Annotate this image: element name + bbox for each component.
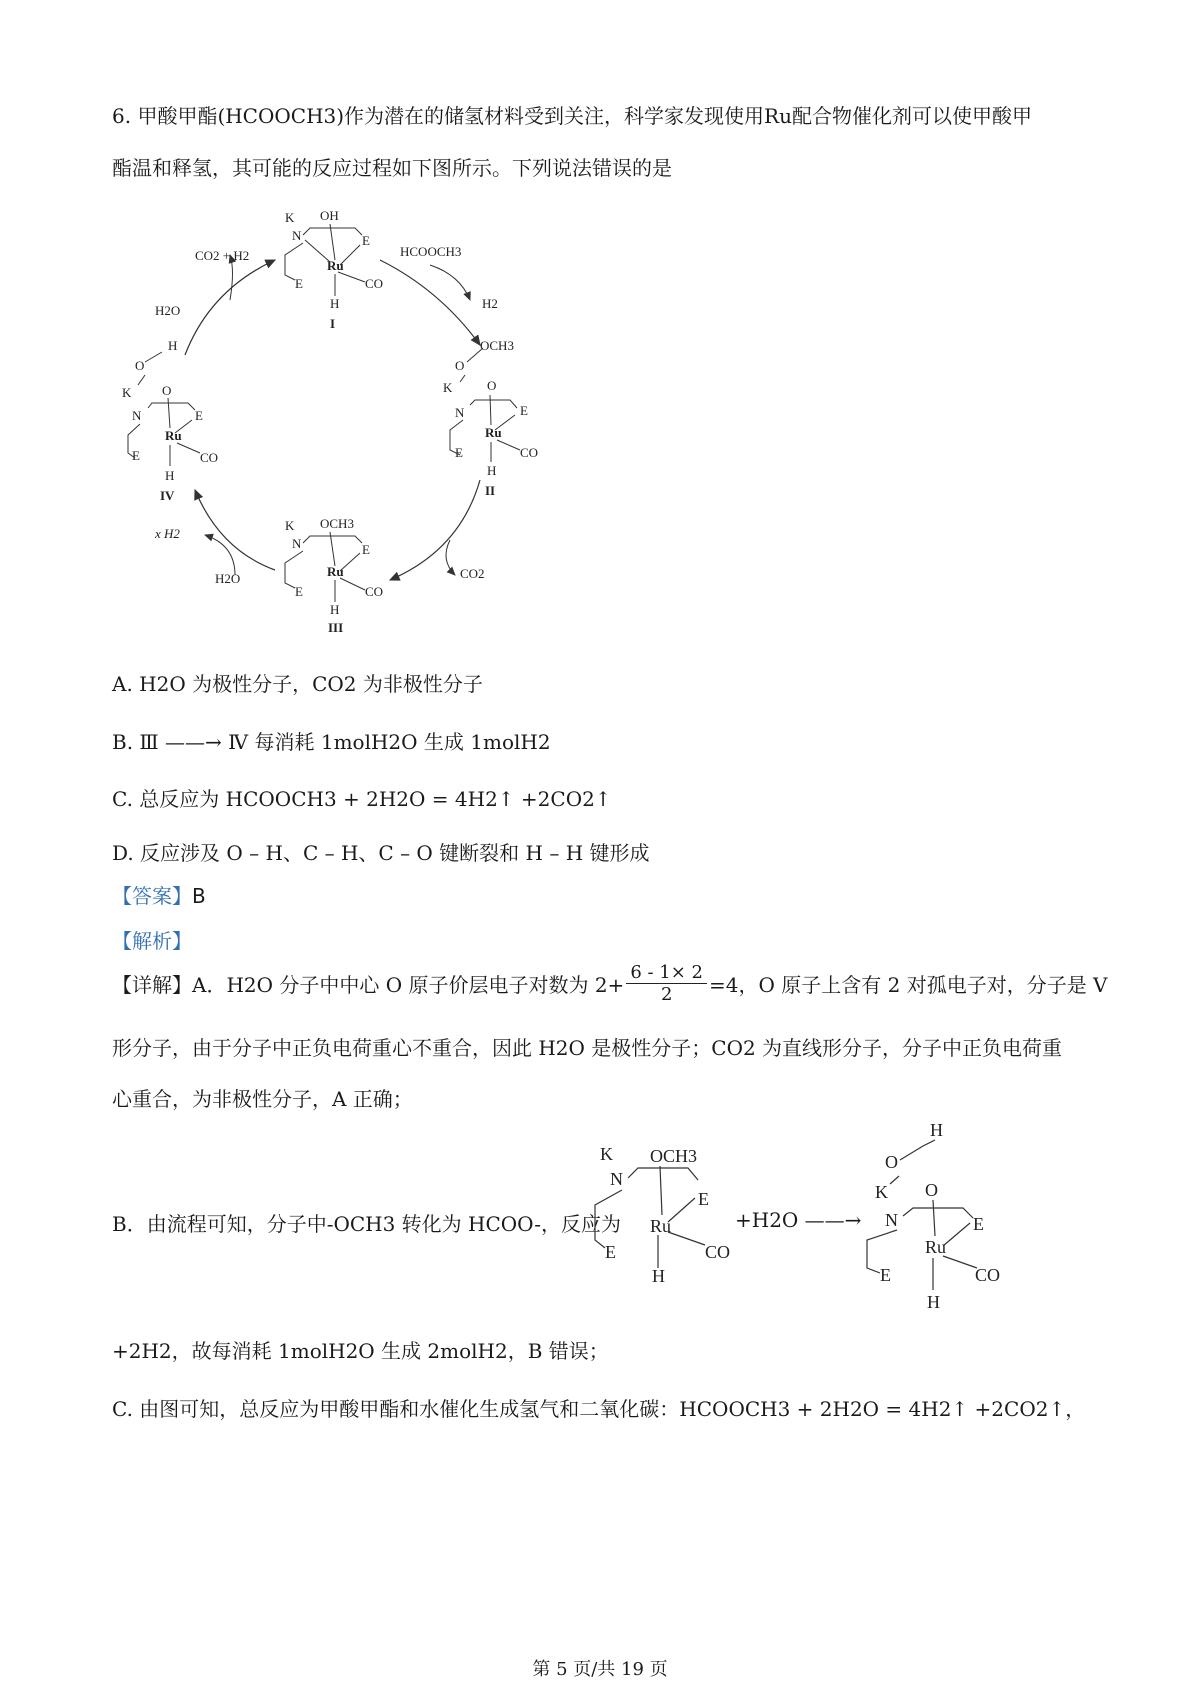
detail-b-plus-h2o: +H2O ——→	[735, 1208, 862, 1232]
option-c: C. 总反应为 HCOOCH3 + 2H2O = 4H2↑ +2CO2↑	[112, 787, 612, 811]
atom-ru: Ru	[165, 428, 182, 443]
atom-h: H	[330, 602, 340, 617]
label-I: I	[330, 316, 336, 331]
b-product-structure	[855, 1118, 1015, 1313]
side-arrow-bottom-right	[446, 540, 455, 575]
complex-III	[285, 516, 383, 635]
ligand-och3: OCH3	[320, 516, 354, 531]
ligand-co: CO	[200, 450, 219, 465]
atom-ru: Ru	[485, 425, 502, 440]
product-co2-right: CO2	[460, 566, 485, 581]
atom-e2: E	[880, 1265, 891, 1285]
answer-value: B	[192, 884, 206, 908]
detail-p1-suffix: =4，O 原子上含有 2 对孤电子对，分子是 V	[709, 973, 1108, 997]
atom-e2: E	[605, 1242, 616, 1262]
atom-o1: O	[135, 358, 145, 373]
answer-line	[112, 880, 206, 909]
arrow-IV-to-I	[185, 260, 275, 355]
reagent-h2o-bottom: H2O	[215, 571, 241, 586]
atom-h: H	[927, 1292, 940, 1312]
arrow-II-to-III	[390, 480, 480, 580]
complex-I	[285, 208, 383, 331]
detail-line-3: 心重合，为非极性分子，A 正确；	[112, 1087, 413, 1111]
atom-o2: O	[925, 1180, 938, 1200]
atom-o1: O	[885, 1152, 898, 1172]
label-III: III	[328, 620, 344, 635]
atom-k: K	[285, 518, 295, 533]
option-a: A. H2O 为极性分子，CO2 为非极性分子	[112, 672, 483, 696]
reagent-hcooch3: HCOOCH3	[400, 244, 462, 259]
fraction-denominator: 2	[660, 984, 673, 1005]
ligand-och3: OCH3	[650, 1146, 698, 1166]
atom-e2: E	[132, 448, 140, 463]
arrow-I-to-II	[380, 260, 480, 345]
complex-IV	[122, 338, 218, 503]
atom-n: N	[885, 1210, 898, 1230]
fraction-numerator: 6 - 1× 2	[626, 962, 707, 984]
detail-line-2: 形分子，由于分子中正负电荷重心不重合，因此 H2O 是极性分子；CO2 为直线形分子，分子中正负电荷重	[112, 1036, 1063, 1060]
arrow-III-to-IV	[195, 490, 275, 570]
catalytic-cycle-diagram	[110, 200, 570, 640]
atom-n: N	[455, 405, 465, 420]
atom-o2: O	[487, 378, 497, 393]
atom-ru: Ru	[327, 258, 344, 273]
option-b: B. Ⅲ ——→ Ⅳ 每消耗 1molH2O 生成 1molH2	[112, 730, 551, 754]
atom-e1: E	[698, 1189, 709, 1209]
ligand-och3: OCH3	[480, 338, 514, 353]
label-IV: IV	[160, 488, 175, 503]
answer-tag: 【答案】	[112, 884, 192, 908]
atom-h: H	[652, 1266, 665, 1286]
atom-n: N	[132, 408, 142, 423]
ligand-co: CO	[365, 584, 384, 599]
atom-ru: Ru	[327, 564, 344, 579]
atom-e2: E	[295, 276, 303, 291]
reagent-h2o-top: H2O	[155, 303, 181, 318]
atom-h: H	[165, 468, 175, 483]
atom-h-top: H	[930, 1120, 943, 1140]
atom-k: K	[122, 385, 132, 400]
detail-c-text: C. 由图可知，总反应为甲酸甲酯和水催化生成氢气和二氧化碳：HCOOCH3 + 2H2O = 4H2↑ +2CO2↑，	[112, 1397, 1086, 1421]
atom-n: N	[292, 228, 302, 243]
atom-k: K	[285, 210, 295, 225]
atom-h: H	[487, 463, 497, 478]
atom-k: K	[875, 1182, 888, 1202]
atom-ru: Ru	[925, 1237, 947, 1257]
side-arrow-top-right	[430, 265, 470, 300]
atom-n: N	[610, 1169, 623, 1189]
atom-o2: O	[162, 383, 172, 398]
page-footer: 第 5 页/共 19 页	[532, 1659, 668, 1680]
question-line-2: 酯温和释氢，其可能的反应过程如下图所示。下列说法错误的是	[112, 156, 672, 180]
atom-e2: E	[295, 584, 303, 599]
ligand-oh: OH	[320, 208, 339, 223]
atom-ru: Ru	[650, 1216, 672, 1236]
product-h2-top: H2	[482, 296, 498, 311]
b-reactant-structure	[580, 1140, 750, 1290]
product-co2-h2: CO2 + H2	[195, 248, 250, 263]
question-line-1: 6. 甲酸甲酯(HCOOCH3)作为潜在的储氢材料受到关注，科学家发现使用Ru配合物催化剂可以使甲酸甲	[112, 104, 1032, 128]
atom-h-top: H	[168, 338, 178, 353]
atom-h: H	[330, 296, 340, 311]
atom-e1: E	[520, 403, 528, 418]
detail-b-after: +2H2，故每消耗 1molH2O 生成 2molH2，B 错误；	[112, 1339, 609, 1363]
side-arrow-bottom-left	[205, 535, 235, 575]
atom-n: N	[292, 536, 302, 551]
atom-k: K	[443, 380, 453, 395]
atom-e1: E	[362, 542, 370, 557]
detail-p1-prefix: 【详解】A．H2O 分子中中心 O 原子价层电子对数为 2+	[112, 973, 625, 997]
valence-fraction	[626, 962, 707, 1005]
atom-e1: E	[973, 1214, 984, 1234]
atom-e1: E	[362, 233, 370, 248]
ligand-co: CO	[975, 1265, 1001, 1285]
atom-e2: E	[455, 445, 463, 460]
ligand-co: CO	[520, 445, 539, 460]
atom-o1: O	[455, 358, 465, 373]
label-II: II	[485, 483, 496, 498]
analysis-tag: 【解析】	[112, 929, 192, 953]
option-d: D. 反应涉及 O – H、C – H、C – O 键断裂和 H – H 键形成	[112, 841, 650, 865]
atom-k: K	[600, 1144, 613, 1164]
detail-b-text: B．由流程可知，分子中-OCH3 转化为 HCOO-，反应为	[112, 1212, 622, 1236]
product-xh2: x H2	[155, 526, 180, 541]
detail-line-1	[112, 962, 1108, 1005]
atom-e1: E	[195, 408, 203, 423]
complex-II	[443, 338, 538, 498]
ligand-co: CO	[365, 276, 384, 291]
ligand-co: CO	[705, 1242, 731, 1262]
